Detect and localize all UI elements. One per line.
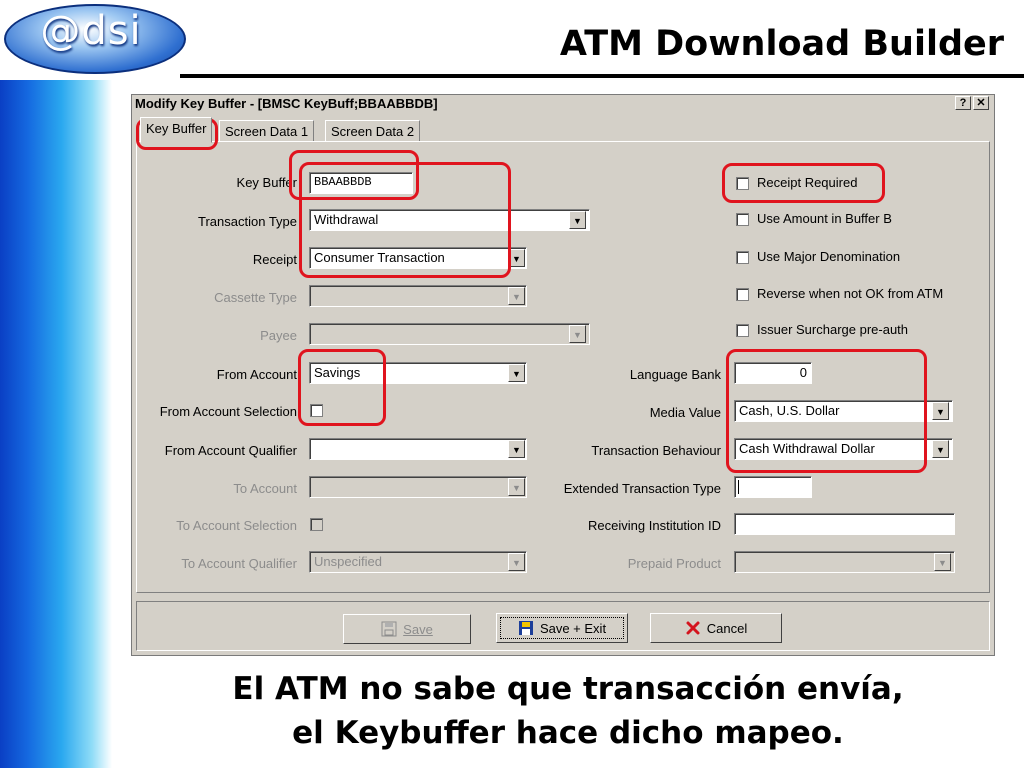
text-caret (738, 480, 739, 494)
chevron-down-icon: ▼ (934, 553, 951, 571)
save-button (343, 614, 471, 644)
payee-label: Payee (260, 328, 297, 343)
save-exit-button-label: Save + Exit (539, 620, 607, 636)
dialog-titlebar (132, 95, 994, 113)
chevron-down-icon: ▼ (569, 325, 586, 343)
floppy-disk-icon (518, 620, 534, 636)
use-major-denomination-checkbox[interactable] (736, 251, 749, 264)
receiving-institution-id-label: Receiving Institution ID (588, 518, 721, 533)
chevron-down-icon: ▼ (508, 478, 525, 496)
caption-line-1: El ATM no sabe que transacción envía, (232, 671, 904, 707)
transaction-behaviour-label: Transaction Behaviour (591, 443, 721, 458)
receiving-institution-id-input[interactable] (734, 513, 955, 535)
payee-select (309, 323, 590, 345)
transaction-type-label: Transaction Type (198, 214, 297, 229)
to-account-label: To Account (233, 481, 297, 496)
chevron-down-icon[interactable]: ▼ (508, 249, 525, 267)
issuer-surcharge-label: Issuer Surcharge pre-auth (757, 322, 909, 337)
use-major-denomination-label: Use Major Denomination (757, 249, 901, 264)
dialog-title: Modify Key Buffer - [BMSC KeyBuff;BBAABBDB] (135, 96, 438, 111)
media-value-label: Media Value (649, 405, 721, 420)
to-account-select (309, 476, 527, 498)
close-button[interactable]: ✕ (973, 96, 989, 110)
extended-transaction-type-input[interactable] (734, 476, 812, 498)
language-bank-input[interactable]: 0 (734, 362, 812, 384)
cancel-button-label: Cancel (706, 620, 748, 636)
media-value-select[interactable]: Cash, U.S. Dollar (734, 400, 953, 422)
receipt-label: Receipt (252, 252, 297, 267)
logo-text: @dsi (40, 8, 142, 54)
tab-key-buffer[interactable]: Key Buffer (140, 117, 212, 143)
to-account-qualifier-label: To Account Qualifier (181, 556, 297, 571)
chevron-down-icon[interactable]: ▼ (569, 211, 586, 229)
from-account-selection-label: From Account Selection (159, 404, 297, 419)
chevron-down-icon[interactable]: ▼ (508, 364, 525, 382)
save-button-label: Save (403, 621, 433, 637)
sidebar-gradient (0, 80, 112, 768)
to-account-selection-label: To Account Selection (176, 518, 297, 533)
transaction-type-select[interactable]: Withdrawal (309, 209, 590, 231)
from-account-selection-checkbox[interactable] (310, 404, 323, 417)
tab-screen-data-2[interactable]: Screen Data 2 (325, 120, 420, 142)
receipt-required-checkbox[interactable] (736, 177, 749, 190)
reverse-not-ok-label: Reverse when not OK from ATM (757, 286, 944, 301)
use-amount-buffer-b-label: Use Amount in Buffer B (757, 211, 892, 226)
chevron-down-icon[interactable]: ▼ (932, 440, 949, 458)
from-account-qualifier-label: From Account Qualifier (164, 443, 297, 458)
receipt-select[interactable]: Consumer Transaction (309, 247, 527, 269)
from-account-qualifier-select[interactable] (309, 438, 527, 460)
slide-title: ATM Download Builder (559, 24, 1004, 64)
issuer-surcharge-checkbox[interactable] (736, 324, 749, 337)
save-exit-button[interactable] (496, 613, 628, 643)
floppy-disk-icon (381, 621, 397, 637)
use-amount-buffer-b-checkbox[interactable] (736, 213, 749, 226)
key-buffer-label: Key Buffer (236, 175, 297, 190)
tab-screen-data-1[interactable]: Screen Data 1 (219, 120, 314, 142)
help-button[interactable]: ? (955, 96, 971, 110)
cassette-type-select (309, 285, 527, 307)
cancel-button[interactable] (650, 613, 782, 643)
title-underline (180, 74, 1024, 78)
caption-line-2: el Keybuffer hace dicho mapeo. (292, 715, 844, 751)
key-buffer-input[interactable]: BBAABBDB (309, 172, 413, 194)
to-account-selection-checkbox (310, 518, 323, 531)
modify-key-buffer-dialog (131, 94, 995, 656)
chevron-down-icon[interactable]: ▼ (932, 402, 949, 420)
red-x-icon (685, 620, 701, 636)
transaction-behaviour-select[interactable]: Cash Withdrawal Dollar (734, 438, 953, 460)
cassette-type-label: Cassette Type (214, 290, 297, 305)
from-account-select[interactable]: Savings (309, 362, 527, 384)
chevron-down-icon: ▼ (508, 287, 525, 305)
to-account-qualifier-select: Unspecified (309, 551, 527, 573)
language-bank-label: Language Bank (629, 367, 721, 382)
prepaid-product-select (734, 551, 955, 573)
extended-transaction-type-label: Extended Transaction Type (563, 481, 721, 496)
from-account-label: From Account (216, 367, 297, 382)
reverse-not-ok-checkbox[interactable] (736, 288, 749, 301)
receipt-required-label: Receipt Required (757, 175, 858, 190)
chevron-down-icon: ▼ (508, 553, 525, 571)
chevron-down-icon[interactable]: ▼ (508, 440, 525, 458)
prepaid-product-label: Prepaid Product (627, 556, 721, 571)
